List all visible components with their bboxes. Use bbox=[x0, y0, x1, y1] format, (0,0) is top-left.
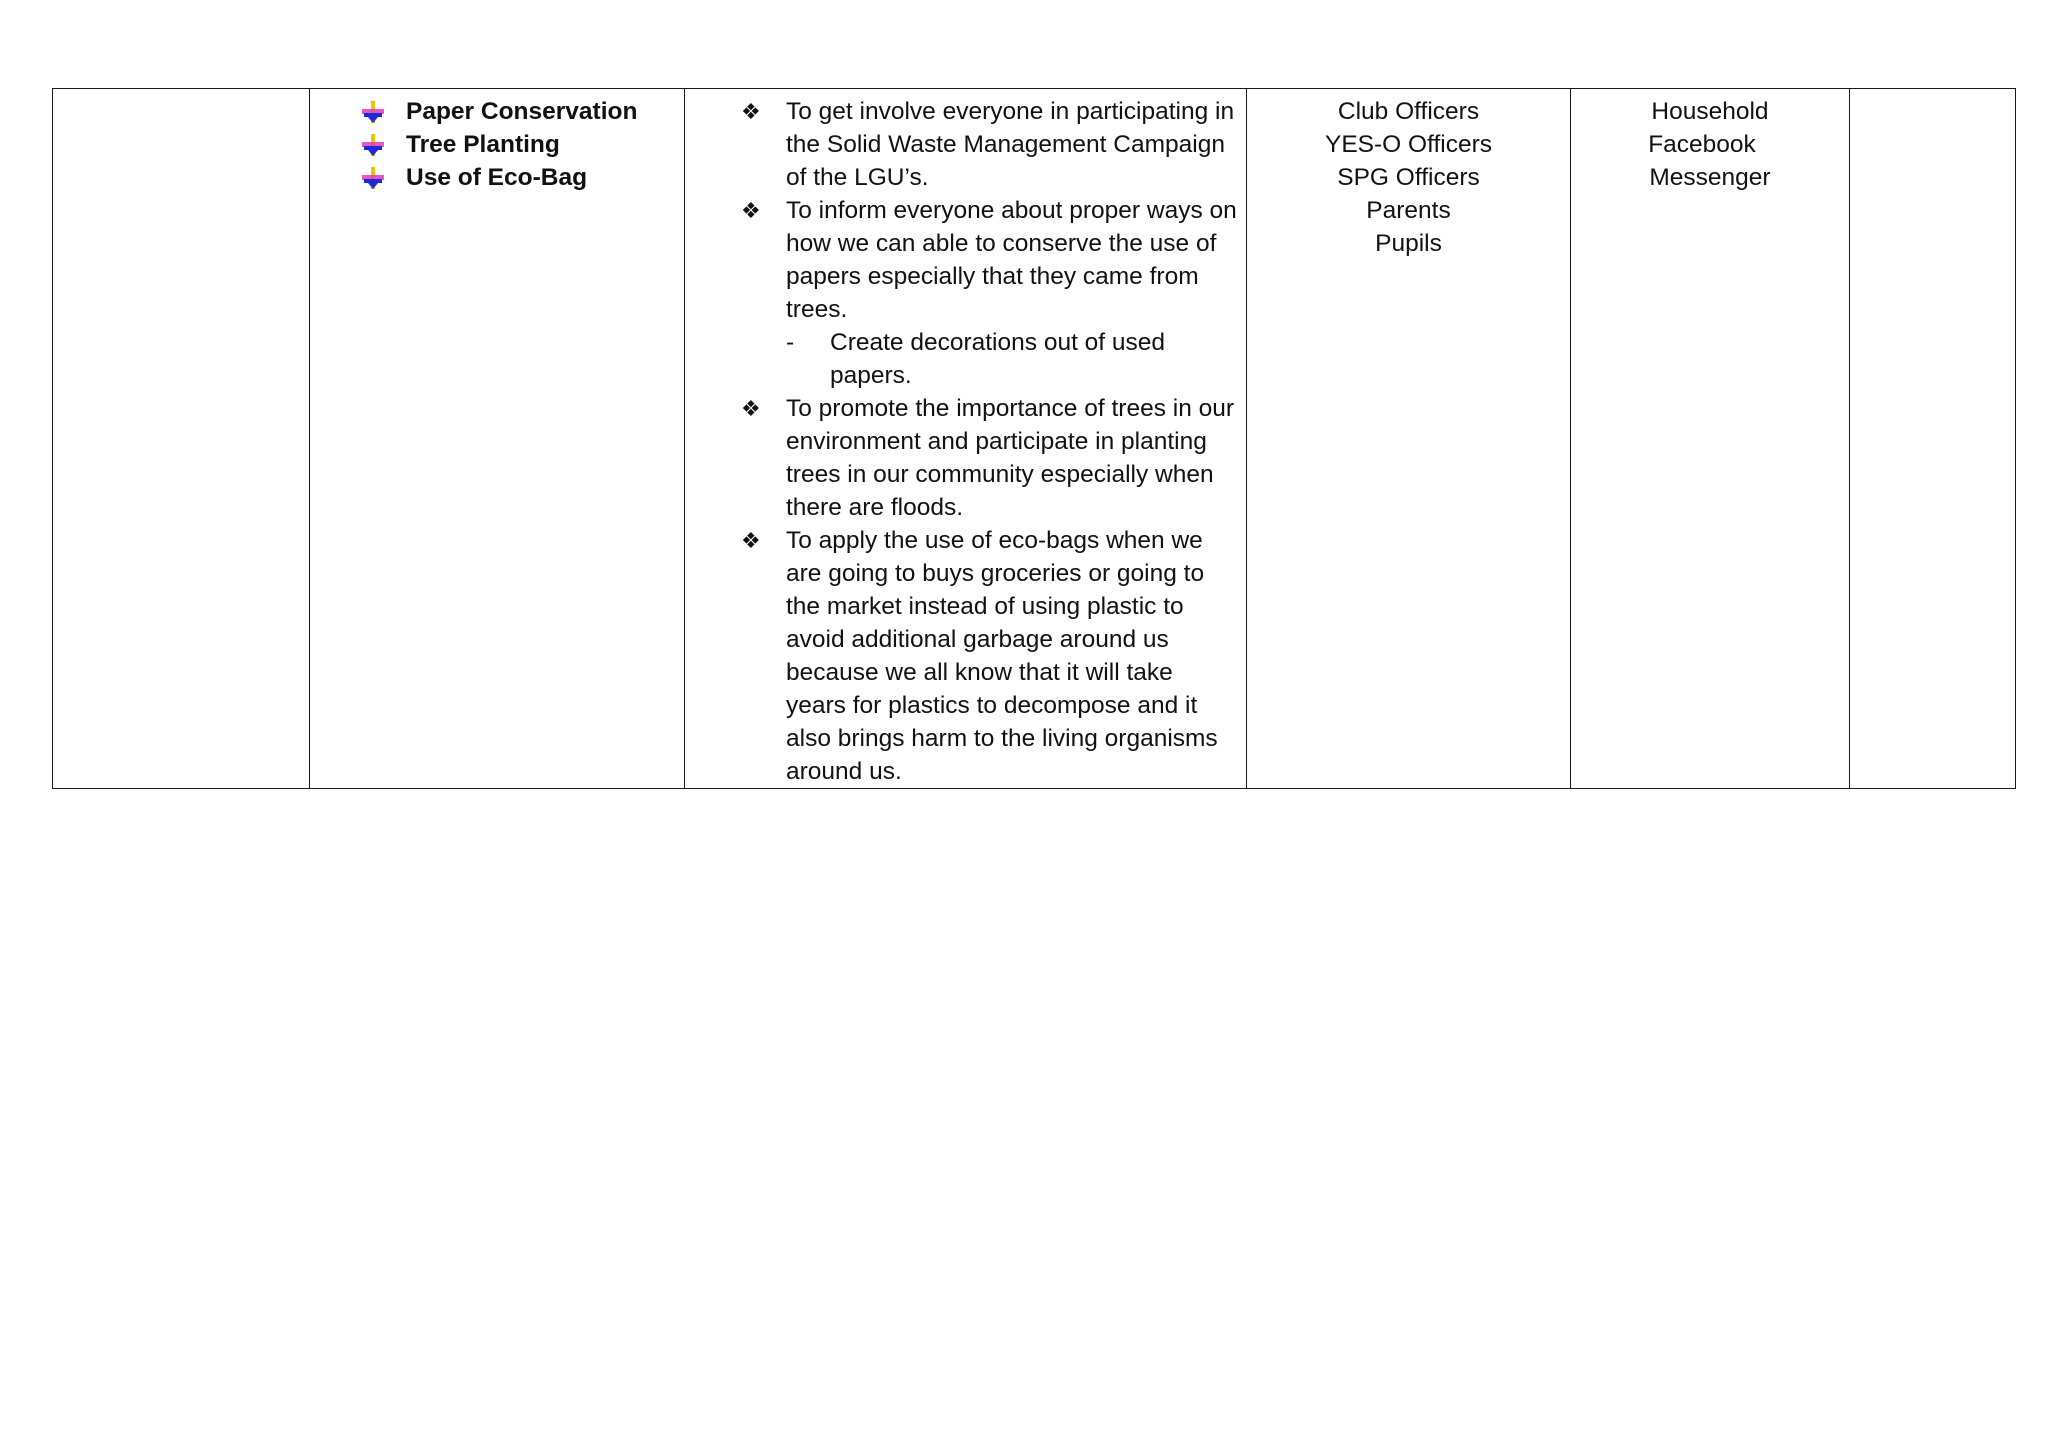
objective-sub-text: Create decorations out of used papers. bbox=[830, 329, 1166, 389]
media-label: Household bbox=[1651, 98, 1769, 125]
objectives-cell bbox=[685, 89, 1247, 789]
objective-item bbox=[741, 95, 1238, 194]
person-item: YES-O Officers bbox=[1324, 131, 1492, 158]
document-table bbox=[52, 88, 2016, 789]
four-diamond-icon: ❖ bbox=[741, 396, 761, 421]
objective-text: To get involve everyone in participating in the Solid Waste Management Campaign of the LGU’s. bbox=[786, 98, 1235, 191]
activities-cell bbox=[310, 89, 685, 789]
four-diamond-icon: ❖ bbox=[741, 528, 761, 553]
activity-item bbox=[360, 128, 684, 161]
person-item: Parents bbox=[1366, 197, 1451, 224]
objective-item bbox=[741, 524, 1238, 788]
person-item: Club Officers bbox=[1337, 98, 1480, 125]
media-item bbox=[1571, 161, 1849, 194]
objective-item bbox=[741, 194, 1238, 392]
activity-label: Paper Conservation bbox=[406, 98, 638, 125]
person-item: Pupils bbox=[1375, 230, 1442, 257]
objective-text: To apply the use of eco-bags when we are going to buys groceries or going to the market instead of using plastic to avoid additional garbage around us because we all know that it will take years for plastics to decompose and it also brings harm to the living organisms around us. bbox=[786, 527, 1218, 785]
media-item bbox=[1571, 128, 1849, 161]
persons-involved-list bbox=[1247, 89, 1570, 260]
objective-sub-item bbox=[786, 326, 1238, 392]
activity-label: Tree Planting bbox=[406, 131, 560, 158]
empty-cell-first bbox=[53, 89, 310, 789]
objective-item bbox=[741, 392, 1238, 524]
objective-text: To promote the importance of trees in our environment and participate in planting trees in our community especially when there are floods. bbox=[786, 395, 1235, 521]
arrow-bullet-icon bbox=[360, 95, 406, 128]
table-row bbox=[53, 89, 2016, 789]
media-list bbox=[1571, 89, 1849, 194]
persons-involved-cell bbox=[1247, 89, 1571, 789]
four-diamond-icon: ❖ bbox=[741, 198, 761, 223]
person-item: SPG Officers bbox=[1337, 164, 1480, 191]
objectives-list bbox=[685, 89, 1246, 788]
objective-sub-list bbox=[786, 326, 1238, 392]
activity-item bbox=[360, 161, 684, 194]
activity-label: Use of Eco-Bag bbox=[406, 164, 588, 191]
arrow-bullet-icon bbox=[360, 161, 406, 194]
activities-list bbox=[310, 89, 684, 194]
arrow-bullet-icon bbox=[360, 128, 406, 161]
media-label: Messenger bbox=[1649, 164, 1771, 191]
four-diamond-icon: ❖ bbox=[741, 99, 761, 124]
dash-bullet-icon: - bbox=[786, 329, 795, 356]
objective-text: To inform everyone about proper ways on how we can able to conserve the use of papers especially that they came from trees. bbox=[786, 197, 1237, 323]
empty-cell-last bbox=[1850, 89, 2016, 789]
media-label: Facebook bbox=[1648, 131, 1756, 158]
media-item bbox=[1571, 95, 1849, 128]
media-cell bbox=[1571, 89, 1850, 789]
activity-item bbox=[360, 95, 684, 128]
